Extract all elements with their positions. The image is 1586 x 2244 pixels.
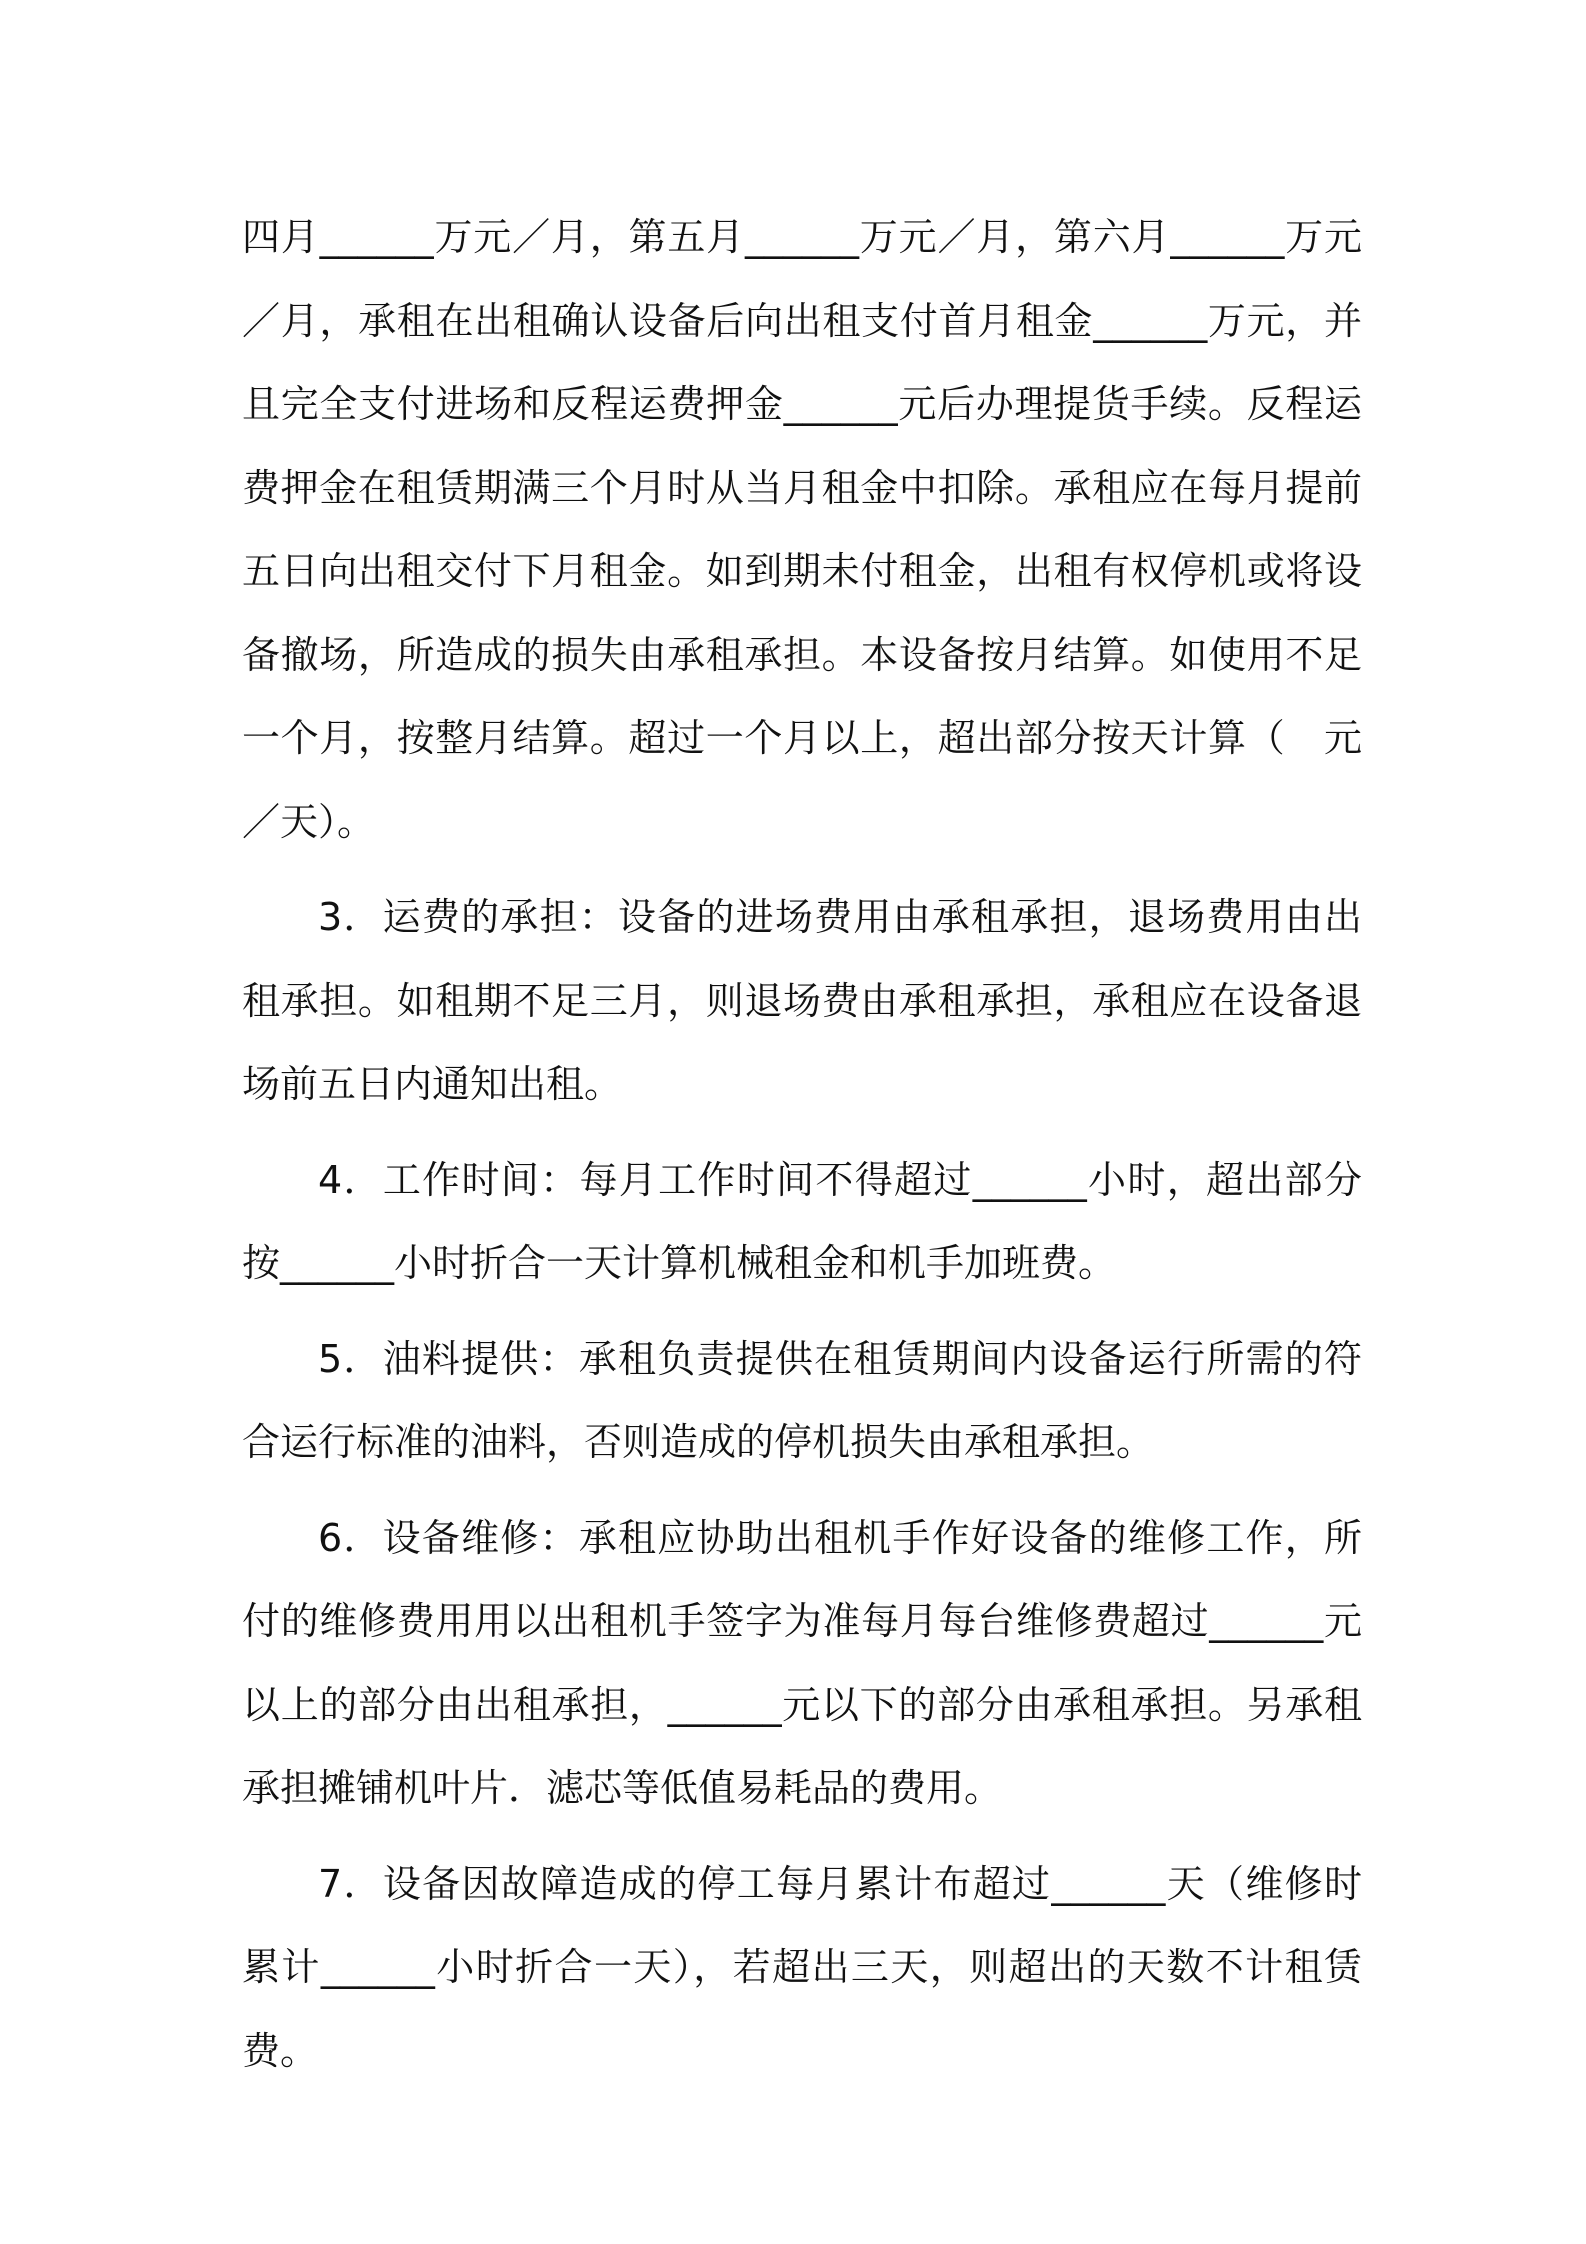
paragraph-fuel-supply: 5．油料提供：承租负责提供在租赁期间内设备运行所需的符合运行标准的油料，否则造成的停机损失由承租承担。: [242, 1336, 1362, 1464]
paragraph-equipment-maintenance: 6．设备维修：承租应协助出租机手作好设备的维修工作，所付的维修费用用以出租机手签字为准每月每台维修费超过______元以上的部分由出租承担，______元以下的部分由承租承担。另承租承担摊铺机叶片．滤芯等低值易耗品的费用。: [242, 1515, 1362, 1810]
paragraph-downtime: 7．设备因故障造成的停工每月累计布超过______天（维修时累计______小时折合一天），若超出三天，则超出的天数不计租赁费。: [242, 1861, 1362, 2073]
paragraph-working-hours: 4．工作时间：每月工作时间不得超过______小时，超出部分按______小时折合一天计算机械租金和机手加班费。: [242, 1157, 1362, 1285]
paragraph-freight: 3．运费的承担：设备的进场费用由承租承担，退场费用由出租承担。如租期不足三月，则退场费由承租承担，承租应在设备退场前五日内通知出租。: [242, 895, 1362, 1106]
paragraph-rent-payment: 四月______万元／月，第五月______万元／月，第六月______万元／月，承租在出租确认设备后向出租支付首月租金______万元，并且完全支付进场和反程运费押金______元后办理提货手续。反程运费押金在租赁期满三个月时从当月租金中扣除。承租应在每月提前五日向出租交付下月租金。如到期未付租金，出租有权停机或将设备撤场，所造成的损失由承租承担。本设备按月结算。如使用不足一个月，按整月结算。超过一个月以上，超出部分按天计算（ 元／天）。: [242, 215, 1362, 844]
contract-body: [242, 196, 1362, 2105]
